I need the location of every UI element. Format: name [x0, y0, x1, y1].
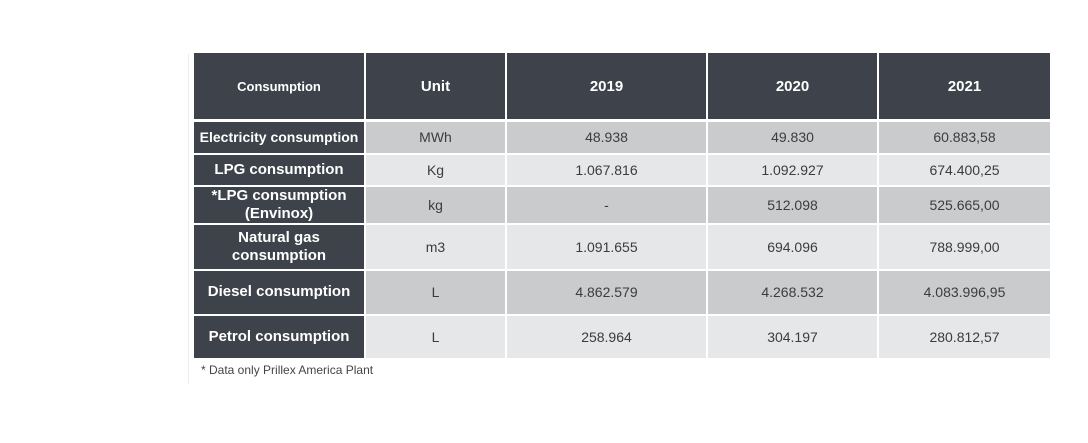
cell-2021: 60.883,58 [878, 121, 1050, 154]
header-row [194, 53, 1050, 121]
header-consumption: Consumption [194, 53, 365, 121]
cell-unit: Kg [365, 154, 506, 186]
row-label: Electricity consumption [194, 121, 365, 154]
consumption-table [194, 53, 1050, 360]
cell-2020: 304.197 [707, 315, 878, 359]
footnote: * Data only Prillex America Plant [201, 363, 374, 377]
cell-2019: 258.964 [506, 315, 707, 359]
table-row [194, 270, 1050, 315]
cell-unit: MWh [365, 121, 506, 154]
table-row [194, 224, 1050, 270]
cell-2020: 4.268.532 [707, 270, 878, 315]
table-row [194, 186, 1050, 224]
cell-unit: kg [365, 186, 506, 224]
cell-2020: 512.098 [707, 186, 878, 224]
header-2021: 2021 [878, 53, 1050, 121]
header-unit: Unit [365, 53, 506, 121]
row-label: LPG consumption [194, 154, 365, 186]
table-row [194, 121, 1050, 154]
cell-unit: m3 [365, 224, 506, 270]
cell-2021: 4.083.996,95 [878, 270, 1050, 315]
table-row [194, 154, 1050, 186]
cell-unit: L [365, 315, 506, 359]
cell-2020: 49.830 [707, 121, 878, 154]
cell-2020: 1.092.927 [707, 154, 878, 186]
cell-2019: 4.862.579 [506, 270, 707, 315]
row-label: Diesel consumption [194, 270, 365, 315]
cell-2021: 280.812,57 [878, 315, 1050, 359]
cell-2019: 1.067.816 [506, 154, 707, 186]
table-row [194, 315, 1050, 359]
left-divider [188, 54, 189, 384]
row-label: Petrol consumption [194, 315, 365, 359]
header-2020: 2020 [707, 53, 878, 121]
cell-2020: 694.096 [707, 224, 878, 270]
row-label: *LPG consumption (Envinox) [194, 186, 365, 224]
cell-2021: 788.999,00 [878, 224, 1050, 270]
cell-unit: L [365, 270, 506, 315]
cell-2019: 1.091.655 [506, 224, 707, 270]
header-2019: 2019 [506, 53, 707, 121]
cell-2019: - [506, 186, 707, 224]
row-label: Natural gas consumption [194, 224, 365, 270]
cell-2019: 48.938 [506, 121, 707, 154]
cell-2021: 525.665,00 [878, 186, 1050, 224]
cell-2021: 674.400,25 [878, 154, 1050, 186]
